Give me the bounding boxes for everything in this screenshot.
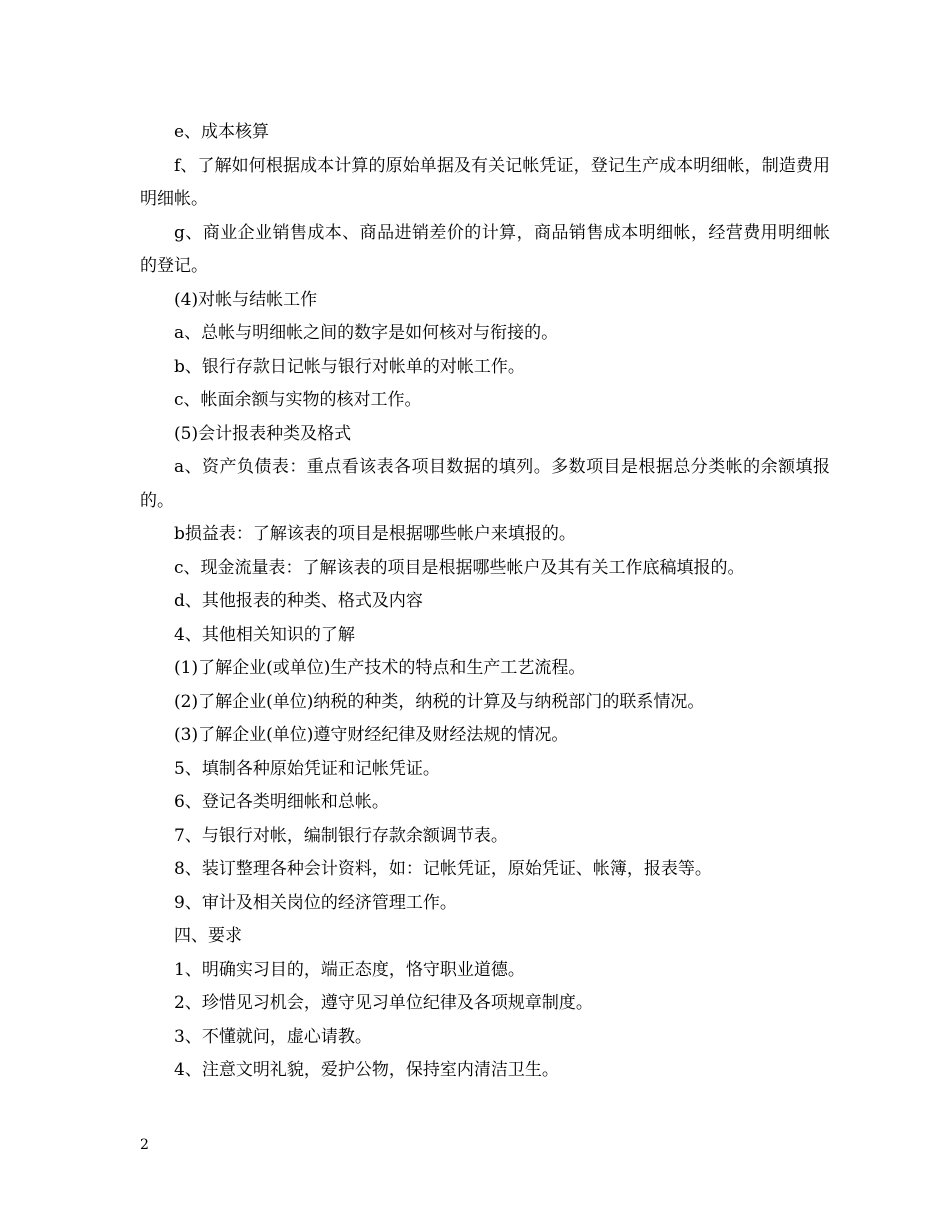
paragraph: a、总帐与明细帐之间的数字是如何核对与衔接的。 [174, 323, 559, 343]
paragraph: e、成本核算 [174, 122, 270, 142]
page-number: 2 [140, 1137, 149, 1153]
section-heading: 四、要求 [174, 926, 242, 946]
paragraph: 1、明确实习目的，端正态度，恪守职业道德。 [174, 959, 525, 980]
paragraph: (4)对帐与结帐工作 [174, 289, 318, 310]
paragraph: c、帐面余额与实物的核对工作。 [174, 390, 422, 410]
paragraph: (5)会计报表种类及格式 [174, 423, 352, 444]
paragraph: a、资产负债表：重点看该表各项目数据的填列。多数项目是根据总分类帐的余额填报的。 [140, 457, 830, 511]
paragraph: f、了解如何根据成本计算的原始单据及有关记帐凭证，登记生产成本明细帐，制造费用明细帐。 [140, 155, 830, 209]
paragraph: (3)了解企业(单位)遵守财经纪律及财经法规的情况。 [174, 725, 569, 745]
paragraph: b、银行存款日记帐与银行对帐单的对帐工作。 [174, 356, 525, 377]
paragraph: 4、注意文明礼貌，爱护公物，保持室内清洁卫生。 [174, 1060, 559, 1080]
paragraph: 2、珍惜见习机会，遵守见习单位纪律及各项规章制度。 [174, 993, 593, 1013]
paragraph: 8、装订整理各种会计资料，如：记帐凭证，原始凭证、帐簿，报表等。 [174, 859, 712, 879]
document-body [140, 116, 830, 1088]
paragraph: d、其他报表的种类、格式及内容 [174, 591, 423, 611]
paragraph: g、商业企业销售成本、商品进销差价的计算，商品销售成本明细帐，经营费用明细帐的登记。 [140, 222, 830, 276]
paragraph: (1)了解企业(或单位)生产技术的特点和生产工艺流程。 [174, 658, 586, 678]
paragraph: 5、填制各种原始凭证和记帐凭证。 [174, 758, 440, 779]
paragraph: (2)了解企业(单位)纳税的种类，纳税的计算及与纳税部门的联系情况。 [174, 691, 705, 712]
paragraph: 9、审计及相关岗位的经济管理工作。 [174, 892, 457, 913]
paragraph: 4、其他相关知识的了解 [174, 624, 355, 645]
paragraph: 7、与银行对帐，编制银行存款余额调节表。 [174, 825, 508, 846]
paragraph: 3、不懂就问，虚心请教。 [174, 1026, 372, 1047]
paragraph: 6、登记各类明细帐和总帐。 [174, 792, 389, 812]
paragraph: c、现金流量表：了解该表的项目是根据哪些帐户及其有关工作底稿填报的。 [174, 557, 745, 578]
paragraph: b损益表：了解该表的项目是根据哪些帐户来填报的。 [174, 524, 576, 544]
